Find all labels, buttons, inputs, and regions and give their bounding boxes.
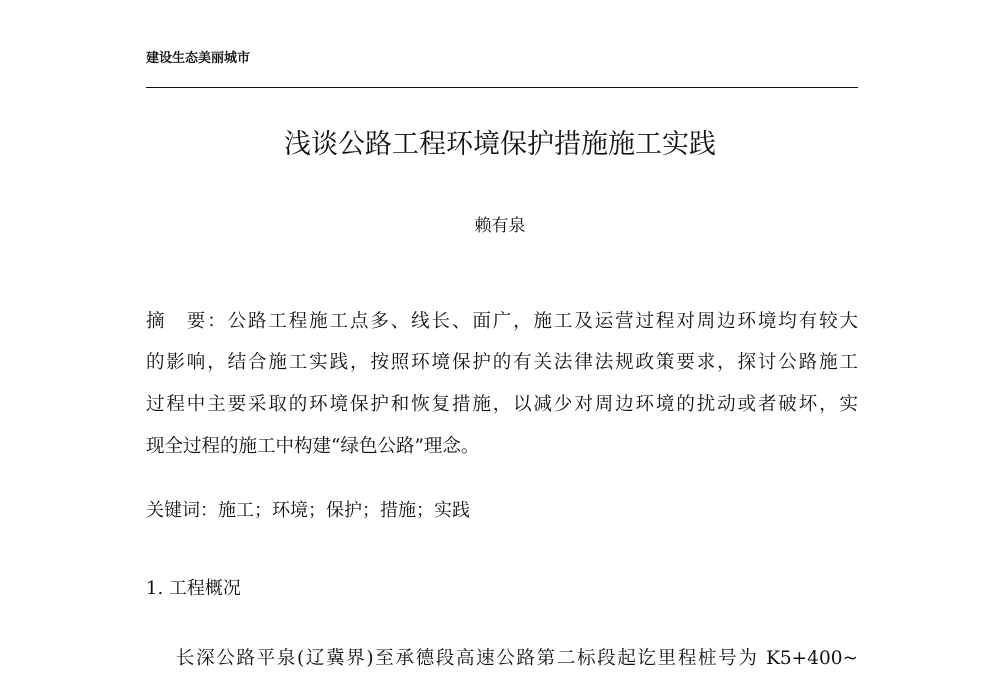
header-rule — [146, 87, 858, 88]
body-paragraph: 长深公路平泉(辽冀界)至承德段高速公路第二标段起讫里程桩号为 K5+400~ — [176, 648, 858, 669]
keywords: 关键词：施工；环境；保护；措施；实践 — [146, 500, 470, 521]
author: 赖有泉 — [474, 216, 526, 236]
running-head: 建设生态美丽城市 — [146, 51, 251, 66]
abstract-line: 摘 要：公路工程施工点多、线长、面广，施工及运营过程对周边环境均有较大 — [146, 311, 858, 332]
abstract-line: 的影响，结合施工实践，按照环境保护的有关法律法规政策要求，探讨公路施工 — [146, 352, 858, 373]
abstract-line: 过程中主要采取的环境保护和恢复措施，以减少对周边环境的扰动或者破坏，实 — [146, 394, 858, 415]
article-title: 浅谈公路工程环境保护措施施工实践 — [284, 129, 716, 160]
abstract-line: 现全过程的施工中构建“绿色公路”理念。 — [146, 436, 480, 457]
section-heading: 1. 工程概况 — [146, 578, 241, 599]
